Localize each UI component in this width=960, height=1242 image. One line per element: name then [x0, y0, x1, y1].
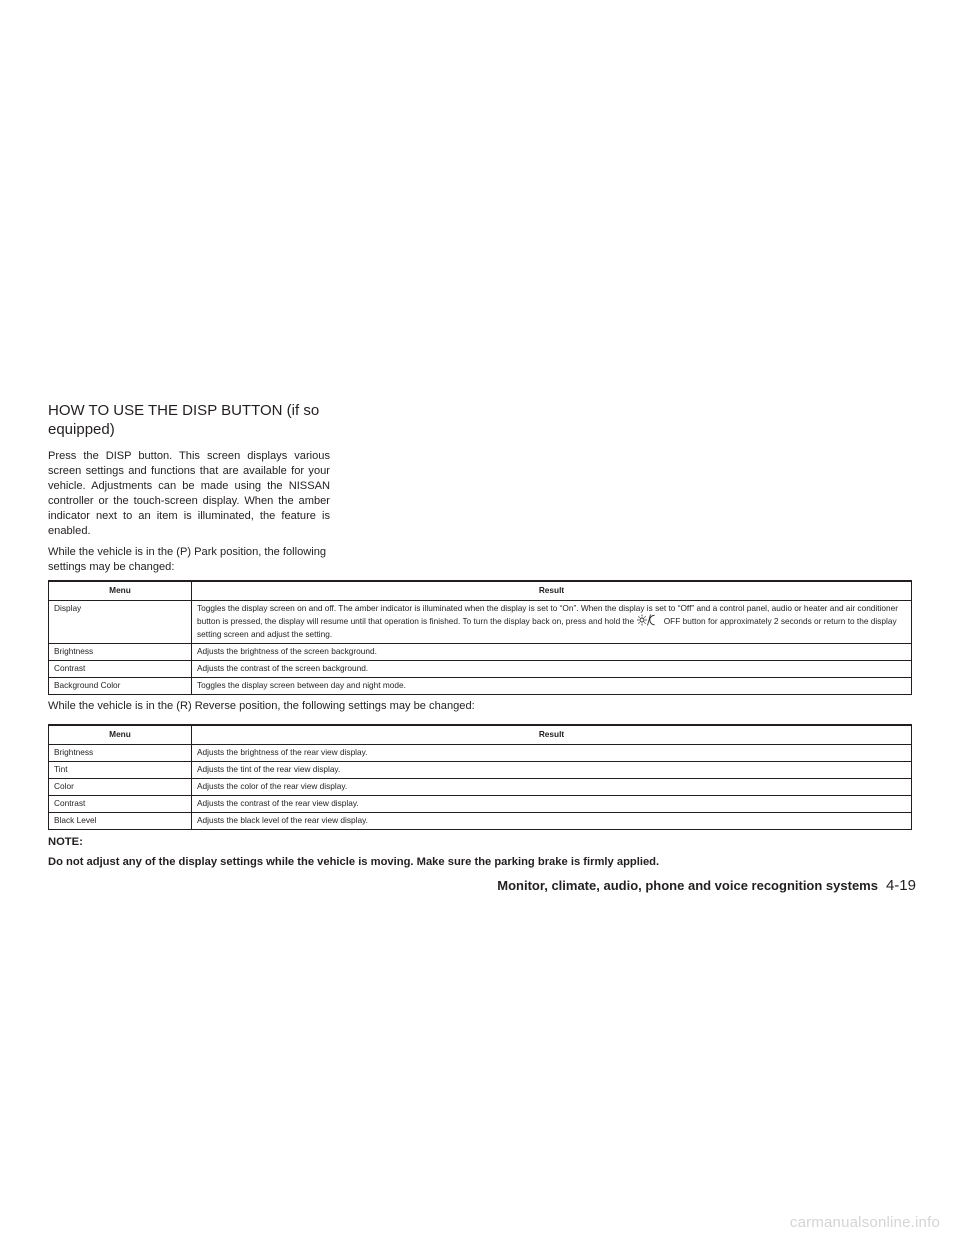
result-cell: Adjusts the contrast of the screen background. [192, 661, 912, 678]
result-cell: Adjusts the black level of the rear view display. [192, 813, 912, 830]
column-header-result: Result [192, 725, 912, 745]
menu-cell: Black Level [49, 813, 192, 830]
menu-cell: Tint [49, 762, 192, 779]
reverse-position-intro: While the vehicle is in the (R) Reverse position, the following settings may be changed: [48, 700, 475, 712]
table-row [49, 661, 912, 678]
menu-cell: Display [49, 601, 192, 644]
menu-cell: Background Color [49, 678, 192, 695]
result-cell: Toggles the display screen between day and night mode. [192, 678, 912, 695]
table-row [49, 678, 912, 695]
table-row [49, 762, 912, 779]
result-cell: Adjusts the contrast of the rear view display. [192, 796, 912, 813]
table-row [49, 745, 912, 762]
park-position-intro: While the vehicle is in the (P) Park position, the following settings may be changed: [48, 546, 327, 573]
table-row [49, 779, 912, 796]
page-footer [450, 877, 916, 895]
table-row [49, 813, 912, 830]
menu-cell: Brightness [49, 745, 192, 762]
table-row [49, 601, 912, 644]
section-title: HOW TO USE THE DISP BUTTON (if so equipped) [48, 402, 320, 438]
result-text-continued: OFF button for approximately 2 seconds or return to the display setting screen and adjust the setting. [197, 616, 897, 639]
watermark: carmanualsonline.info [789, 1214, 940, 1231]
page-number: 4-19 [885, 877, 916, 894]
note-label: NOTE: [48, 836, 83, 848]
result-cell: Adjusts the brightness of the screen background. [192, 644, 912, 661]
note-text: Do not adjust any of the display settings while the vehicle is moving. Make sure the parking brake is firmly applied. [48, 856, 660, 868]
column-header-result: Result [192, 581, 912, 601]
menu-cell: Contrast [49, 796, 192, 813]
result-cell: Adjusts the tint of the rear view display. [192, 762, 912, 779]
park-settings-table [48, 580, 912, 695]
result-cell [192, 601, 912, 644]
menu-cell: Brightness [49, 644, 192, 661]
menu-cell: Contrast [49, 661, 192, 678]
column-header-menu: Menu [49, 725, 192, 745]
table-row [49, 796, 912, 813]
menu-cell: Color [49, 779, 192, 796]
table-header-row [49, 725, 912, 745]
column-header-menu: Menu [49, 581, 192, 601]
intro-paragraph: Press the DISP button. This screen displays various screen settings and functions that are available for your vehicle. Adjustments can be made using the NISSAN controller or the touch-screen display. When the amber indicator next to an item is illuminated, the feature is enabled. [48, 450, 330, 537]
result-cell: Adjusts the brightness of the rear view display. [192, 745, 912, 762]
table-header-row [49, 581, 912, 601]
reverse-settings-table [48, 724, 912, 830]
result-text: Toggles the display screen on and off. The amber indicator is illuminated when the display is set to “On”. When the display is set to “Off” and a control panel, audio or heater and air conditioner button is pressed, the display will resume until that operation is finished. To turn the display back on, press and hold the [197, 603, 899, 626]
result-cell: Adjusts the color of the rear view display. [192, 779, 912, 796]
footer-chapter-title: Monitor, climate, audio, phone and voice recognition systems [497, 878, 878, 893]
table-row [49, 644, 912, 661]
sun-moon-icon [637, 614, 659, 629]
